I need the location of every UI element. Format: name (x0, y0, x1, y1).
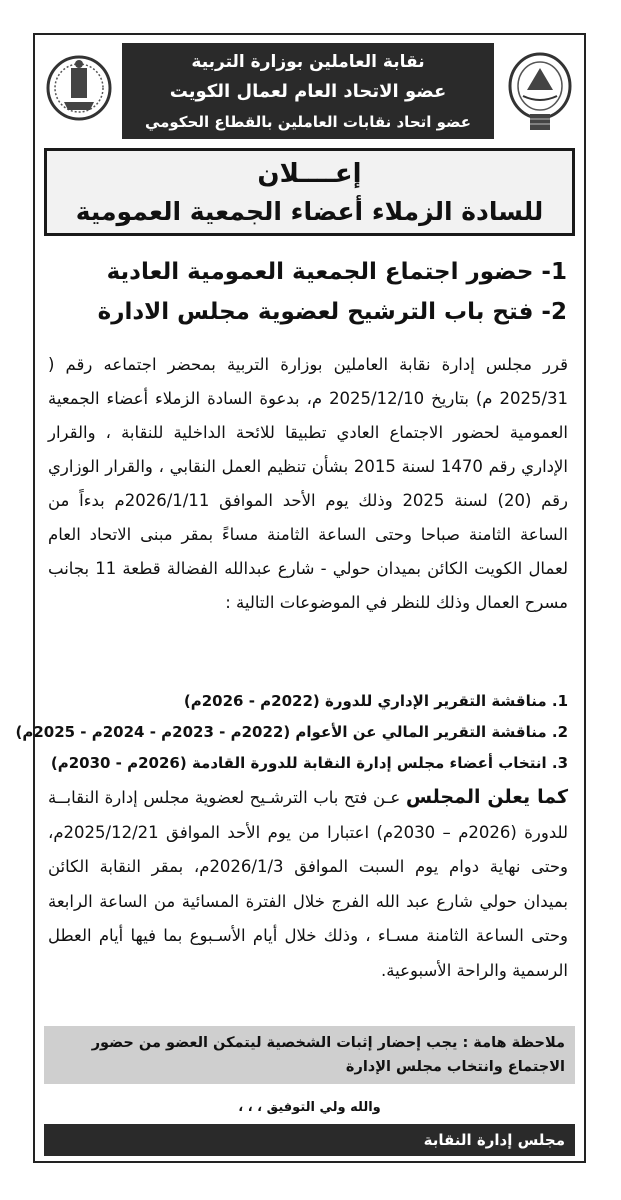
nomination-paragraph (48, 780, 568, 988)
topics-list (15, 686, 568, 779)
title-box (44, 148, 575, 236)
header-band (122, 43, 494, 139)
agenda-item-2: 2- فتح باب الترشيح لعضوية مجلس الادارة (97, 299, 567, 325)
important-note: ملاحظة هامة : يجب إحضار إثبات الشخصية ليتمكن العضو من حضور الاجتماع وانتخاب مجلس الإدارة (44, 1026, 575, 1084)
announcement-heading: إعــــلان (257, 159, 362, 189)
header (40, 40, 579, 142)
agenda-item-1: 1- حضور اجتماع الجمعية العمومية العادية (106, 259, 567, 285)
topic-item-3: 3. انتخاب أعضاء مجلس إدارة النقابة للدورة القادمة (2026م - 2030م) (50, 754, 568, 772)
topic-item-2: 2. مناقشة التقرير المالي عن الأعوام (2022م - 2023م - 2024م - 2025م) (15, 723, 568, 741)
topic-item-1: 1. مناقشة التقرير الإداري للدورة (2022م - 2026م) (183, 692, 568, 710)
agenda-list (44, 252, 575, 332)
nomination-lead: كما يعلن المجلس (405, 786, 568, 808)
closing-line: والله ولي التوفيق ، ، ، (238, 1100, 381, 1115)
signature-footer: مجلس إدارة النقابة (44, 1124, 575, 1156)
announcement-audience: للسادة الزملاء أعضاء الجمعية العمومية (75, 197, 544, 226)
union-emblem-icon (44, 46, 114, 136)
kuwait-emblem-icon (505, 46, 575, 136)
federation-membership: عضو الاتحاد العام لعمال الكويت (169, 81, 447, 102)
nomination-text: عـن فتح باب الترشـيح لعضوية مجلس إدارة النقابــة للدورة (2026م – 2030م) اعتبارا من يوم الأحد الموافق 2025/12/21م، وحتى نهاية دوام يوم السبت الموافق 2026/1/3م، بمقر النقابة الكائن بميدان حولي شارع عبد الله الفرج خلال الفترة المسائية من الساعة الرابعة وحتى الساعة الثامنة مسـاء ، وذلك خلال أيام الأسـبوع بما فيها أيام العطل الرسمية والراحة الأسبوعية. (48, 788, 568, 980)
body-paragraph: قرر مجلس إدارة نقابة العاملين بوزارة التربية بمحضر اجتماعه رقم ( 2025/31 م) بتاريخ 2025/12/10 م، بدعوة السادة الزملاء أعضاء الجمعية العمومية لحضور الاجتماع العادي تطبيقا للائحة الداخلية للنقابة ، والقرار الإداري رقم 1470 لسنة 2015 بشأن تنظيم العمل النقابي ، والقرار الوزاري رقم (20) لسنة 2025 وذلك يوم الأحد الموافق 2026/1/11م بدءاً من الساعة الثامنة صباحا وحتى الساعة الثامنة مساءً بمقر مبنى الاتحاد العام لعمال الكويت الكائن بميدان حولي - شارع عبدالله الفضالة قطعة 11 بجانب مسرح العمال وذلك للنظر في الموضوعات التالية : (48, 355, 568, 612)
union-name: نقابة العاملين بوزارة التربية (191, 52, 425, 72)
government-sector-membership: عضو اتحاد نقابات العاملين بالقطاع الحكومي (144, 113, 472, 131)
